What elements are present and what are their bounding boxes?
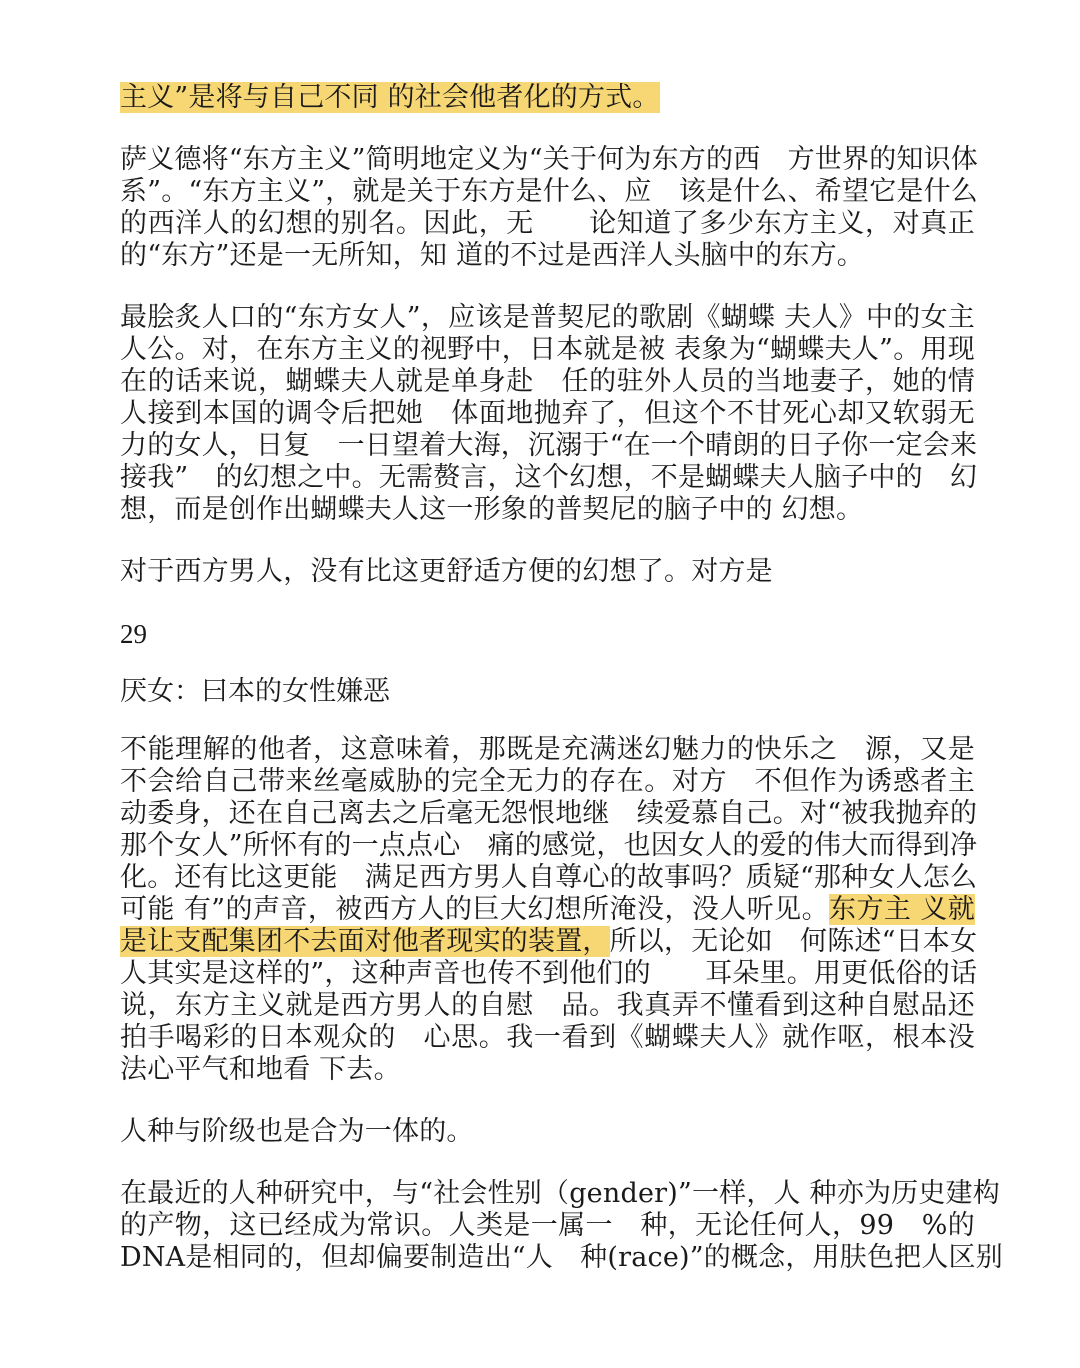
text-line: 系”。“东方主义”，就是关于东方是什么、应 该是什么、希望它是什么 bbox=[120, 176, 979, 207]
text-line: 接我” 的幻想之中。无需赘言，这个幻想，不是蝴蝶夫人脑子中的 幻 bbox=[120, 462, 978, 493]
text-line bbox=[120, 894, 975, 926]
text-line bbox=[120, 926, 978, 958]
text-line: 化。还有比这更能 满足西方男人自尊心的故事吗？质疑“那种女人怎么 bbox=[120, 862, 978, 893]
text-line: 的产物，这已经成为常识。人类是一属一 种，无论任何人，99 %的 bbox=[120, 1210, 975, 1241]
text-line: 想，而是创作出蝴蝶夫人这一形象的普契尼的脑子中的 幻想。 bbox=[120, 494, 864, 525]
text-line: 人接到本国的调令后把她 体面地抛弃了，但这个不甘死心却又软弱无 bbox=[120, 398, 975, 429]
text-line: 不能理解的他者，这意味着，那既是充满迷幻魅力的快乐之 源，又是 bbox=[120, 734, 975, 765]
paragraph-butterfly bbox=[120, 302, 978, 526]
page-number: 29 bbox=[120, 619, 147, 649]
text-line: 人其实是这样的”，这种声音也传不到他们的 耳朵里。用更低俗的话 bbox=[120, 958, 978, 989]
highlighted-text: 是让支配集团不去面对他者现实的装置， bbox=[120, 926, 610, 957]
highlighted-text: 东方主 义就 bbox=[829, 894, 975, 925]
text-line: 人种与阶级也是合为一体的。 bbox=[120, 1116, 474, 1147]
paragraph-race-class bbox=[120, 1116, 975, 1148]
text-line: 不会给自己带来丝毫威胁的完全无力的存在。对方 不但作为诱惑者主 bbox=[120, 766, 975, 797]
text-line: DNA是相同的，但却偏要制造出“人 种(race)”的概念，用肤色把人区别 bbox=[120, 1242, 1003, 1273]
text-line: 力的女人，日复 一日望着大海，沉溺于“在一个晴朗的日子你一定会来 bbox=[120, 430, 978, 461]
text-line: 的“东方”还是一无所知，知 道的不过是西洋人头脑中的东方。 bbox=[120, 240, 864, 271]
text-line: 人公。对，在东方主义的视野中，日本就是被 表象为“蝴蝶夫人”。用现 bbox=[120, 334, 975, 365]
text-line: 对于西方男人，没有比这更舒适方便的幻想了。对方是 bbox=[120, 556, 773, 587]
text-line: 法心平气和地看 下去。 bbox=[120, 1054, 401, 1085]
text-line: 在最近的人种研究中，与“社会性别（gender)”一样，人 种亦为历史建构 bbox=[120, 1178, 1000, 1209]
text-line: 萨义德将“东方主义”简明地定义为“关于何为东方的西 方世界的知识体 bbox=[120, 144, 979, 175]
text-line: 的西洋人的幻想的别名。因此，无 论知道了多少东方主义，对真正 bbox=[120, 208, 975, 239]
text-line bbox=[120, 82, 975, 114]
paragraph-other bbox=[120, 734, 978, 1086]
paragraph-said bbox=[120, 144, 979, 272]
paragraph-western-men bbox=[120, 556, 975, 588]
text-line: 动委身，还在自己离去之后毫无怨恨地继 续爱慕自己。对“被我抛弃的 bbox=[120, 798, 978, 829]
running-header: 厌女：曰本的女性嫌恶 bbox=[120, 676, 390, 707]
text-line: 说，东方主义就是西方男人的自慰 品。我真弄不懂看到这种自慰品还 bbox=[120, 990, 975, 1021]
text-line: 最脍炙人口的“东方女人”，应该是普契尼的歌剧《蝴蝶 夫人》中的女主 bbox=[120, 302, 975, 333]
paragraph-intro bbox=[120, 82, 975, 114]
text-line: 在的话来说，蝴蝶夫人就是单身赴 任的驻外人员的当地妻子，她的情 bbox=[120, 366, 975, 397]
text-line: 那个女人”所怀有的一点点心 痛的感觉，也因女人的爱的伟大而得到净 bbox=[120, 830, 978, 861]
document-page bbox=[120, 82, 1003, 1304]
text-segment: 可能 有”的声音，被西方人的巨大幻想所淹没，没人听见。 bbox=[120, 894, 830, 925]
paragraph-race-research bbox=[120, 1178, 1003, 1274]
text-segment: 所以，无论如 何陈述“日本女 bbox=[609, 926, 978, 957]
highlighted-text: 主义”是将与自己不同 的社会他者化的方式。 bbox=[120, 82, 660, 113]
text-line: 拍手喝彩的日本观众的 心思。我一看到《蝴蝶夫人》就作呕，根本没 bbox=[120, 1022, 975, 1053]
